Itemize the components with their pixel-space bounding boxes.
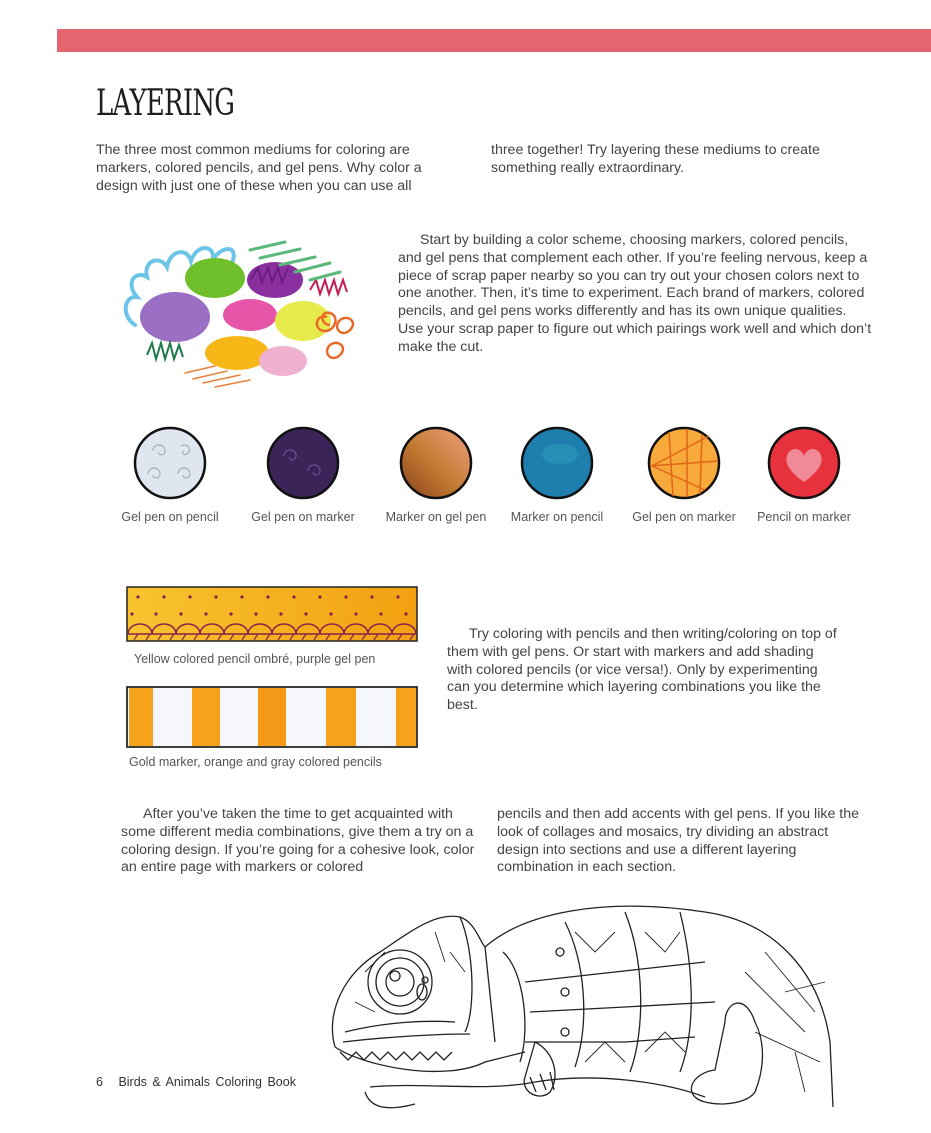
strip-illustration xyxy=(126,686,418,748)
swatch-label: Gel pen on marker xyxy=(251,510,355,524)
chameleon-illustration xyxy=(325,892,840,1112)
strip-caption: Yellow colored pencil ombré, purple gel pen xyxy=(134,652,376,666)
strip-caption: Gold marker, orange and gray colored pencils xyxy=(129,755,382,769)
swatch-circle xyxy=(520,426,594,500)
swatch-circle xyxy=(266,426,340,500)
swatch-circle xyxy=(767,426,841,500)
intro-paragraph-left: The three most common mediums for coloring are markers, colored pencils, and gel pens. Why color a design with just one of these when you can use all xyxy=(96,142,422,194)
swatch-gel-pen-on-pencil xyxy=(104,426,236,524)
intro-paragraph-right: three together! Try layering these mediums to create something really extraordinary. xyxy=(491,142,820,176)
swatch-marker-on-gel-pen xyxy=(370,426,502,524)
page-number: 6 xyxy=(96,1075,103,1089)
strip-gold-marker xyxy=(126,686,418,753)
book-title: Birds & Animals Coloring Book xyxy=(118,1075,296,1089)
after-paragraph-right: pencils and then add accents with gel pens. If you like the look of collages and mosaics, try dividing an abstract design into sections and use a different layering combination in each section. xyxy=(497,806,860,876)
swatch-label: Marker on pencil xyxy=(510,510,604,524)
strip-illustration xyxy=(126,586,418,642)
swatch-marker-on-pencil xyxy=(491,426,623,524)
swatch-label: Pencil on marker xyxy=(757,510,851,524)
page-footer xyxy=(96,1075,296,1089)
swatch-label: Gel pen on pencil xyxy=(121,510,219,524)
swatch-pencil-on-marker xyxy=(738,426,870,524)
swatch-circle xyxy=(133,426,207,500)
page-title: LAYERING xyxy=(96,83,235,124)
swatch-gel-pen-on-marker-purple xyxy=(237,426,369,524)
layering-tips-paragraph: Try coloring with pencils and then writing/coloring on top of them with gel pens. Or start with markers and add shading with colored pencils (or vice versa!). Only by experimenting can you determine which layering combinations you like the best. xyxy=(447,626,837,714)
swatch-circle xyxy=(399,426,473,500)
header-accent-bar xyxy=(57,29,931,52)
color-scheme-paragraph: Start by building a color scheme, choosing markers, colored pencils, and gel pens that complement each other. If you’re feeling nervous, keep a piece of scrap paper nearby so you can try out your chosen colors next to one another. Then, it’s time to experiment. Each brand of markers, colored pencils, and gel pens works differently and has its own unique qualities. Use your scrap paper to figure out which pairings work well and which don’t make the cut. xyxy=(398,232,872,355)
strip-yellow-ombre xyxy=(126,586,418,647)
swatch-label: Gel pen on marker xyxy=(632,510,736,524)
color-scribble-illustration xyxy=(115,225,377,390)
after-paragraph-left: After you’ve taken the time to get acquainted with some different media combinations, give them a try on a coloring design. If you’re going for a cohesive look, color an entire page with markers or colored xyxy=(121,806,475,876)
swatch-label: Marker on gel pen xyxy=(385,510,487,524)
swatch-circle xyxy=(647,426,721,500)
swatch-gel-pen-on-marker-orange xyxy=(618,426,750,524)
